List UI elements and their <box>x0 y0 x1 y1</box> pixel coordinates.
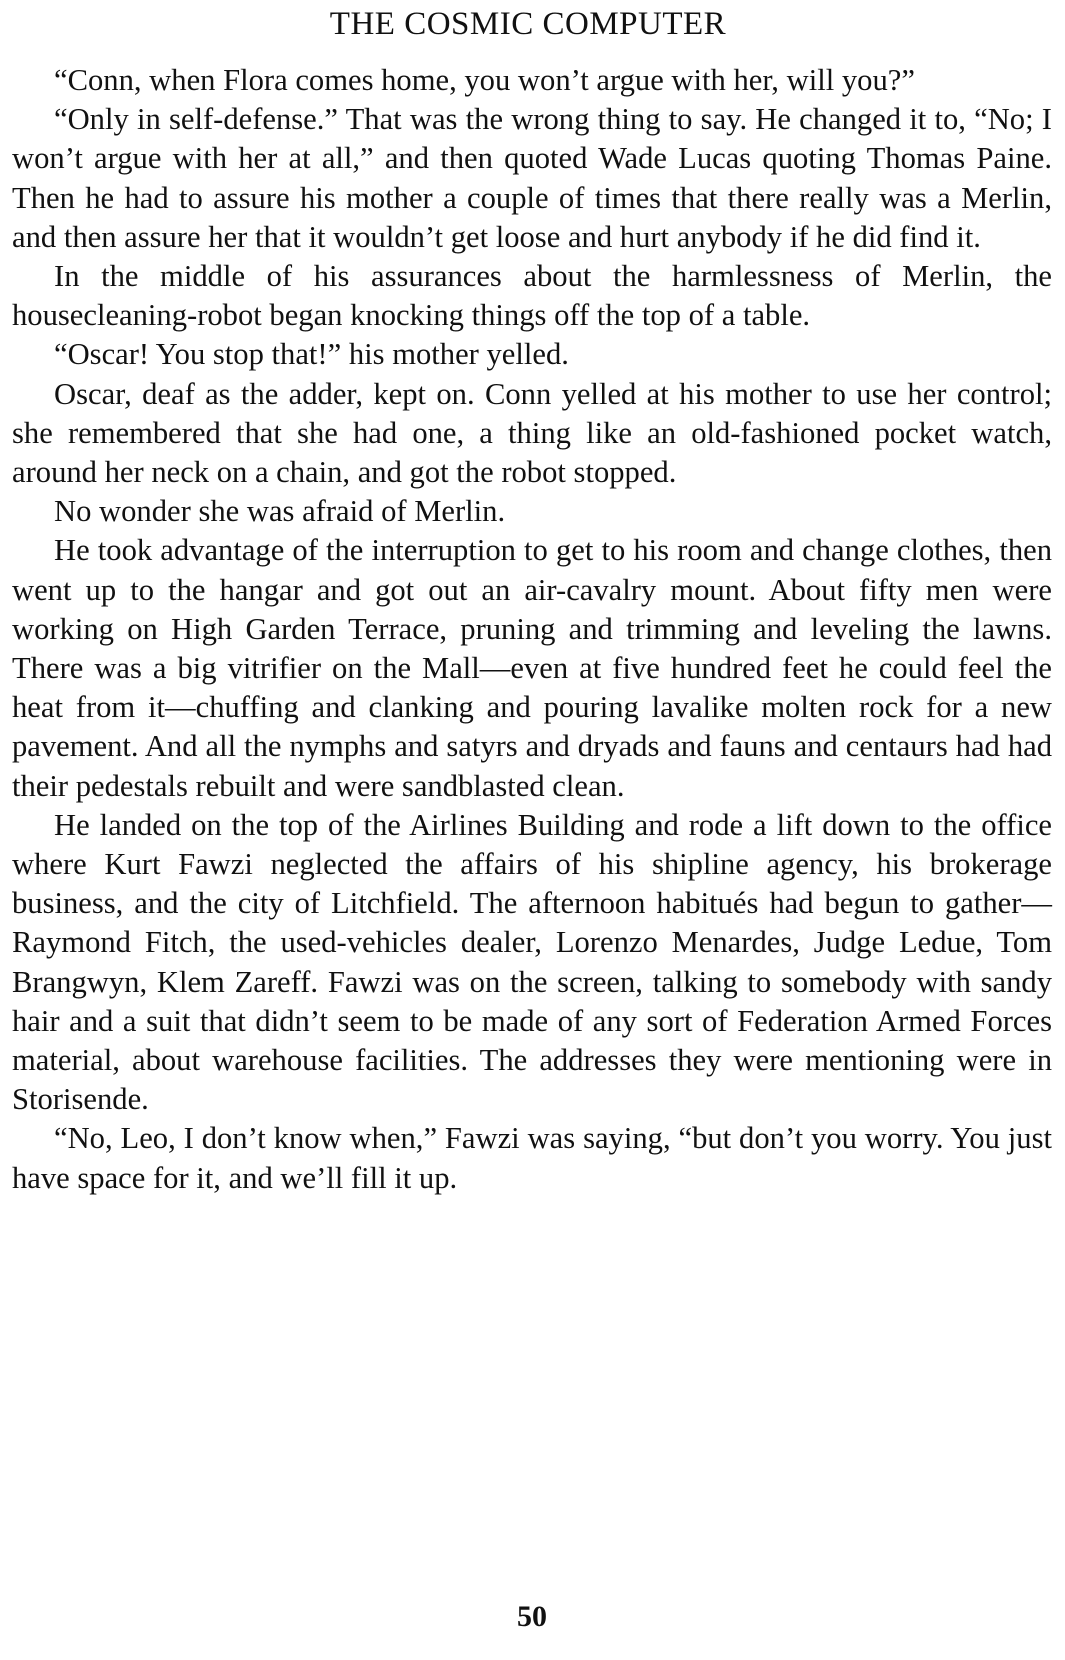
paragraph: “Only in self-defense.” That was the wrong thing to say. He changed it to, “No; I won’t argue with her at all,” and then quoted Wade Lucas quoting Thomas Paine. Then he had to assure his mother a couple of times that there really was a Merlin, and then assure her that it wouldn’t get loose and hurt anybody if he did find it. <box>12 102 1052 254</box>
paragraph: He landed on the top of the Airlines Building and rode a lift down to the office where Kurt Fawzi neglected the affairs of his shipline agency, his brokerage business, and the city of Litchfield. The afternoon habitués had begun to gather—Raymond Fitch, the used-vehicles dealer, Lorenzo Menardes, Judge Ledue, Tom Brangwyn, Klem Zareff. Fawzi was on the screen, talking to somebody with sandy hair and a suit that didn’t seem to be made of any sort of Federation Armed Forces material, about warehouse facilities. The addresses they were mentioning were in Storisende. <box>12 807 1052 1117</box>
paragraph: No wonder she was afraid of Merlin. <box>54 494 506 529</box>
book-page <box>12 0 1052 1660</box>
running-head-title: THE COSMIC COMPUTER <box>329 6 727 42</box>
paragraph: “Conn, when Flora comes home, you won’t argue with her, will you?” <box>54 63 915 97</box>
paragraph: In the middle of his assurances about the harmlessness of Merlin, the housecleaning-robot began knocking things off the top of a table. <box>12 259 1052 333</box>
page-number: 50 <box>517 1600 547 1633</box>
body-text <box>12 61 1052 1198</box>
paragraph: Oscar, deaf as the adder, kept on. Conn yelled at his mother to use her control; she remembered that she had one, a thing like an old-fashioned pocket watch, around her neck on a chain, and got the robot stopped. <box>12 376 1052 490</box>
paragraph: “Oscar! You stop that!” his mother yelled. <box>54 337 569 372</box>
paragraph: He took advantage of the interruption to get to his room and change clothes, then went up to the hangar and got out an air-cavalry mount. About fifty men were working on High Garden Terrace, pruning and trimming and leveling the lawns. There was a big vitrifier on the Mall—even at five hundred feet he could feel the heat from it—chuffing and clanking and pouring lavalike molten rock for a new pavement. And all the nymphs and satyrs and dryads and fauns and centaurs had had their pedestals rebuilt and were sandblasted clean. <box>12 533 1052 803</box>
paragraph: “No, Leo, I don’t know when,” Fawzi was saying, “but don’t you worry. You just have space for it, and we’ll fill it up. <box>12 1121 1052 1195</box>
